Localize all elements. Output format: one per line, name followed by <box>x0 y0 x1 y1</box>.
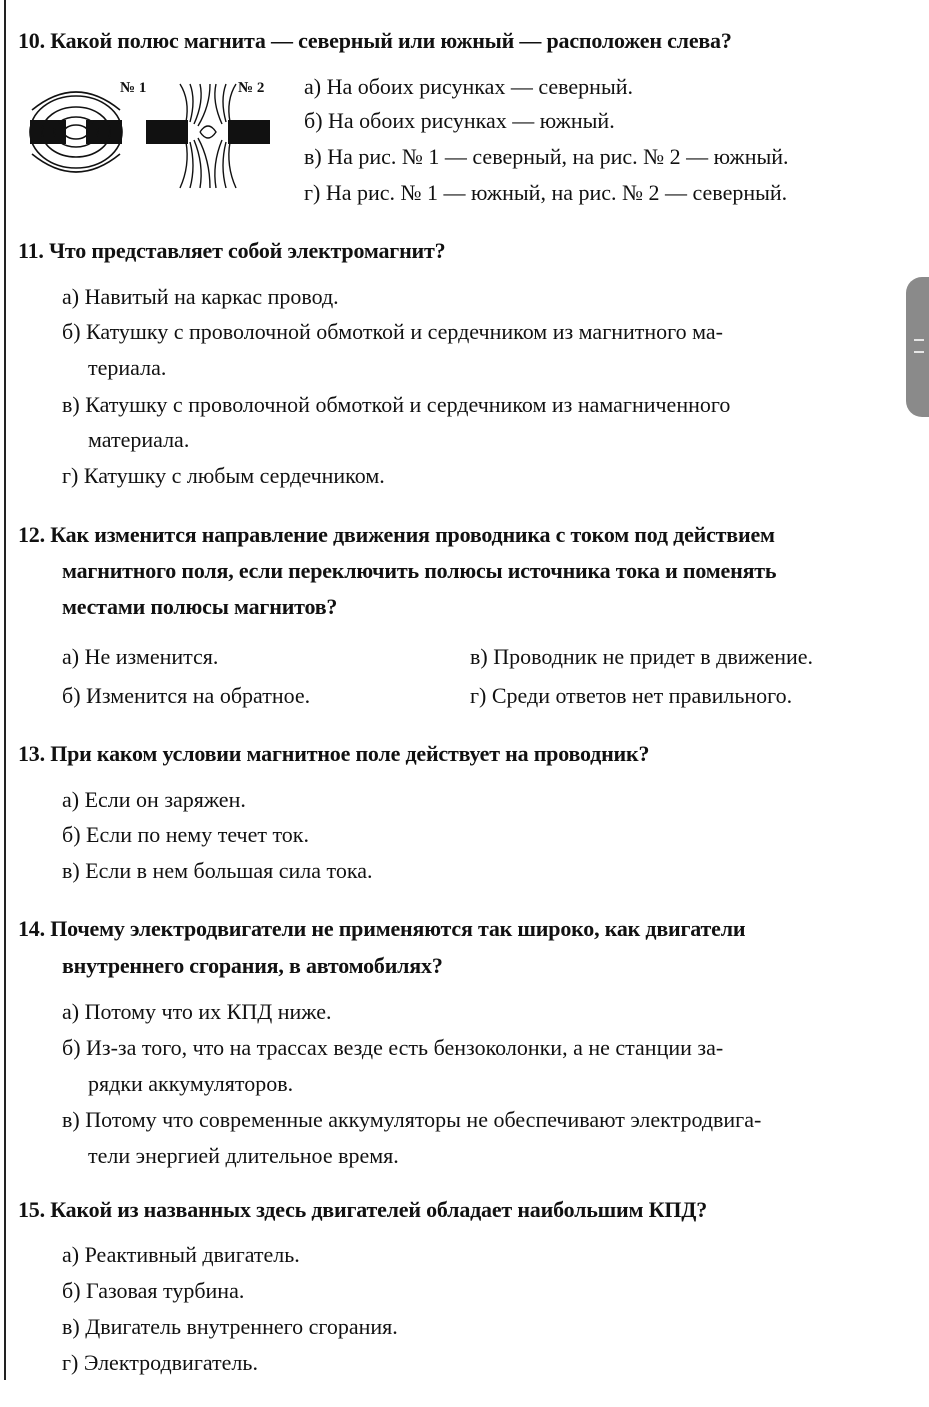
q14-option-b: б) Из-за того, что на трассах везде есть бензоколонки, а не станции за- <box>62 1035 724 1060</box>
q15-option-d: г) Электродвигатель. <box>62 1350 258 1375</box>
q14-option-a: а) Потому что их КПД ниже. <box>62 999 332 1024</box>
q12-option-d: г) Среди ответов нет правильного. <box>470 683 793 708</box>
q12-option-c: в) Проводник не придет в движение. <box>470 644 814 669</box>
scroll-side-tab[interactable] <box>906 277 929 417</box>
magnet-bar-left-1 <box>30 120 66 144</box>
magnet-bar-right-2 <box>228 120 270 144</box>
q11-option-d: г) Катушку с любым сердечником. <box>62 463 385 488</box>
q15-option-a: а) Реактивный двигатель. <box>62 1242 300 1267</box>
figure-2-label: № 2 <box>238 80 265 96</box>
grip-line-icon <box>914 339 924 341</box>
q11-option-b: б) Катушку с проволочной обмоткой и сердечником из магнитного ма- <box>62 319 723 344</box>
magnet-figure-2 <box>146 80 270 188</box>
magnet-figure-1 <box>30 80 146 172</box>
question-14-line-1: 14. Почему электродвигатели не применяются так широко, как двигатели <box>18 916 746 941</box>
q10-option-d: г) На рис. № 1 — южный, на рис. № 2 — северный. <box>304 180 788 205</box>
question-10-title: 10. Какой полюс магнита — северный или южный — расположен слева? <box>18 28 732 53</box>
figure-1-label: № 1 <box>120 80 147 96</box>
question-13-title: 13. При каком условии магнитное поле действует на проводник? <box>18 741 650 766</box>
question-15-title: 15. Какой из названных здесь двигателей обладает наибольшим КПД? <box>18 1197 708 1222</box>
q11-option-b-continued: териала. <box>88 355 167 380</box>
question-12-line-2: магнитного поля, если переключить полюсы источника тока и поменять <box>62 558 777 583</box>
q10-option-a: а) На обоих рисунках — северный. <box>304 74 634 99</box>
q14-option-c: в) Потому что современные аккумуляторы не обеспечивают электродвига- <box>62 1107 762 1132</box>
q14-option-b-continued: рядки аккумуляторов. <box>88 1071 294 1096</box>
q14-option-c-continued: тели энергией длительное время. <box>88 1143 399 1168</box>
q11-option-a: а) Навитый на каркас провод. <box>62 284 339 309</box>
magnet-field-figures <box>24 80 284 200</box>
question-12-line-1: 12. Как изменится направление движения проводника с током под действием <box>18 522 775 547</box>
page-margin-rule <box>4 0 6 1380</box>
question-11-title: 11. Что представляет собой электромагнит? <box>18 238 446 263</box>
q12-option-b: б) Изменится на обратное. <box>62 683 311 708</box>
q13-option-b: б) Если по нему течет ток. <box>62 822 309 847</box>
q11-option-c-continued: материала. <box>88 427 190 452</box>
q12-option-a: а) Не изменится. <box>62 644 219 669</box>
magnet-bar-left-2 <box>146 120 188 144</box>
q10-option-c: в) На рис. № 1 — северный, на рис. № 2 — южный. <box>304 144 789 169</box>
q11-option-c: в) Катушку с проволочной обмоткой и сердечником из намагниченного <box>62 392 731 417</box>
question-14-line-2: внутреннего сгорания, в автомобилях? <box>62 953 443 978</box>
q13-option-c: в) Если в нем большая сила тока. <box>62 858 373 883</box>
question-12-line-3: местами полюсы магнитов? <box>62 594 338 619</box>
grip-line-icon <box>914 351 924 353</box>
q15-option-b: б) Газовая турбина. <box>62 1278 245 1303</box>
q15-option-c: в) Двигатель внутреннего сгорания. <box>62 1314 398 1339</box>
q13-option-a: а) Если он заряжен. <box>62 787 246 812</box>
q10-option-b: б) На обоих рисунках — южный. <box>304 108 615 133</box>
magnet-bar-right-1 <box>86 120 122 144</box>
